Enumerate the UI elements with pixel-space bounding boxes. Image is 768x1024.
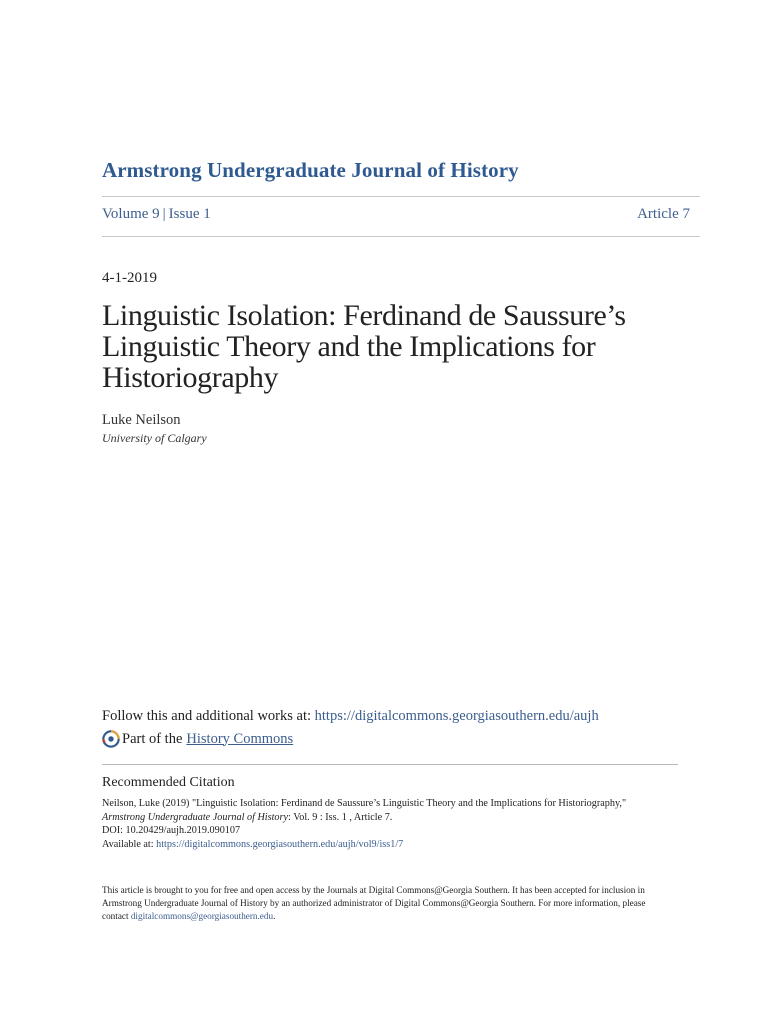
contact-email-link[interactable]: digitalcommons@georgiasouthern.edu [130, 911, 274, 921]
bepress-commons-network-icon [102, 730, 120, 748]
follow-url-link[interactable]: https://digitalcommons.georgiasouthern.edu/aujh [314, 708, 599, 724]
article-title-line-2: Linguistic Theory and the Implications for [102, 330, 596, 363]
divider-citation [102, 764, 678, 765]
citation-line-2 [102, 811, 692, 825]
citation-available-label: Available at: [102, 838, 157, 850]
citation-line-1: Neilson, Luke (2019) "Linguistic Isolation: Ferdinand de Saussure’s Linguistic Theory and the Implications for Historiography," [102, 798, 627, 809]
citation-block [102, 797, 692, 851]
history-commons-link[interactable]: History Commons [186, 730, 294, 747]
part-of-line [102, 730, 293, 748]
access-notice-end: . [273, 911, 276, 921]
citation-available [102, 838, 692, 852]
access-notice-text: This article is brought to you for free and open access by the Journals at Digital Commons@Georgia Southern. It has been accepted for inclusion in Armstrong Undergraduate Journal of History by an authorized administrator of Digital Commons@Georgia Southern. For more information, please contact [102, 885, 646, 921]
article-number-link[interactable]: Article 7 [637, 206, 690, 222]
article-title-line-3: Historiography [102, 361, 279, 394]
divider-top [102, 196, 700, 197]
follow-text: Follow this and additional works at: [102, 708, 315, 724]
citation-doi: DOI: 10.20429/aujh.2019.090107 [102, 825, 241, 836]
issue-link[interactable]: Issue 1 [168, 206, 211, 222]
divider-bottom [102, 236, 700, 237]
citation-url-link[interactable]: https://digitalcommons.georgiasouthern.edu/aujh/vol9/iss1/7 [156, 838, 404, 850]
part-of-text: Part of the [122, 730, 183, 747]
recommended-citation-heading: Recommended Citation [102, 775, 235, 790]
publication-date: 4-1-2019 [102, 270, 157, 286]
journal-title-link[interactable]: Armstrong Undergraduate Journal of History [102, 158, 519, 182]
author-name: Luke Neilson [102, 412, 181, 428]
article-title [102, 300, 662, 393]
author-affiliation: University of Calgary [102, 431, 207, 445]
volume-link[interactable]: Volume 9 [102, 206, 160, 222]
volume-issue [102, 206, 211, 223]
citation-journal: Armstrong Undergraduate Journal of History [102, 811, 289, 823]
citation-volume-info: : Vol. 9 : Iss. 1 , Article 7. [288, 811, 393, 823]
volume-issue-separator: | [162, 206, 166, 222]
access-notice [102, 884, 672, 923]
follow-line [102, 708, 599, 725]
issue-row [102, 206, 690, 223]
article-title-line-1: Linguistic Isolation: Ferdinand de Saussure’s [102, 299, 626, 332]
